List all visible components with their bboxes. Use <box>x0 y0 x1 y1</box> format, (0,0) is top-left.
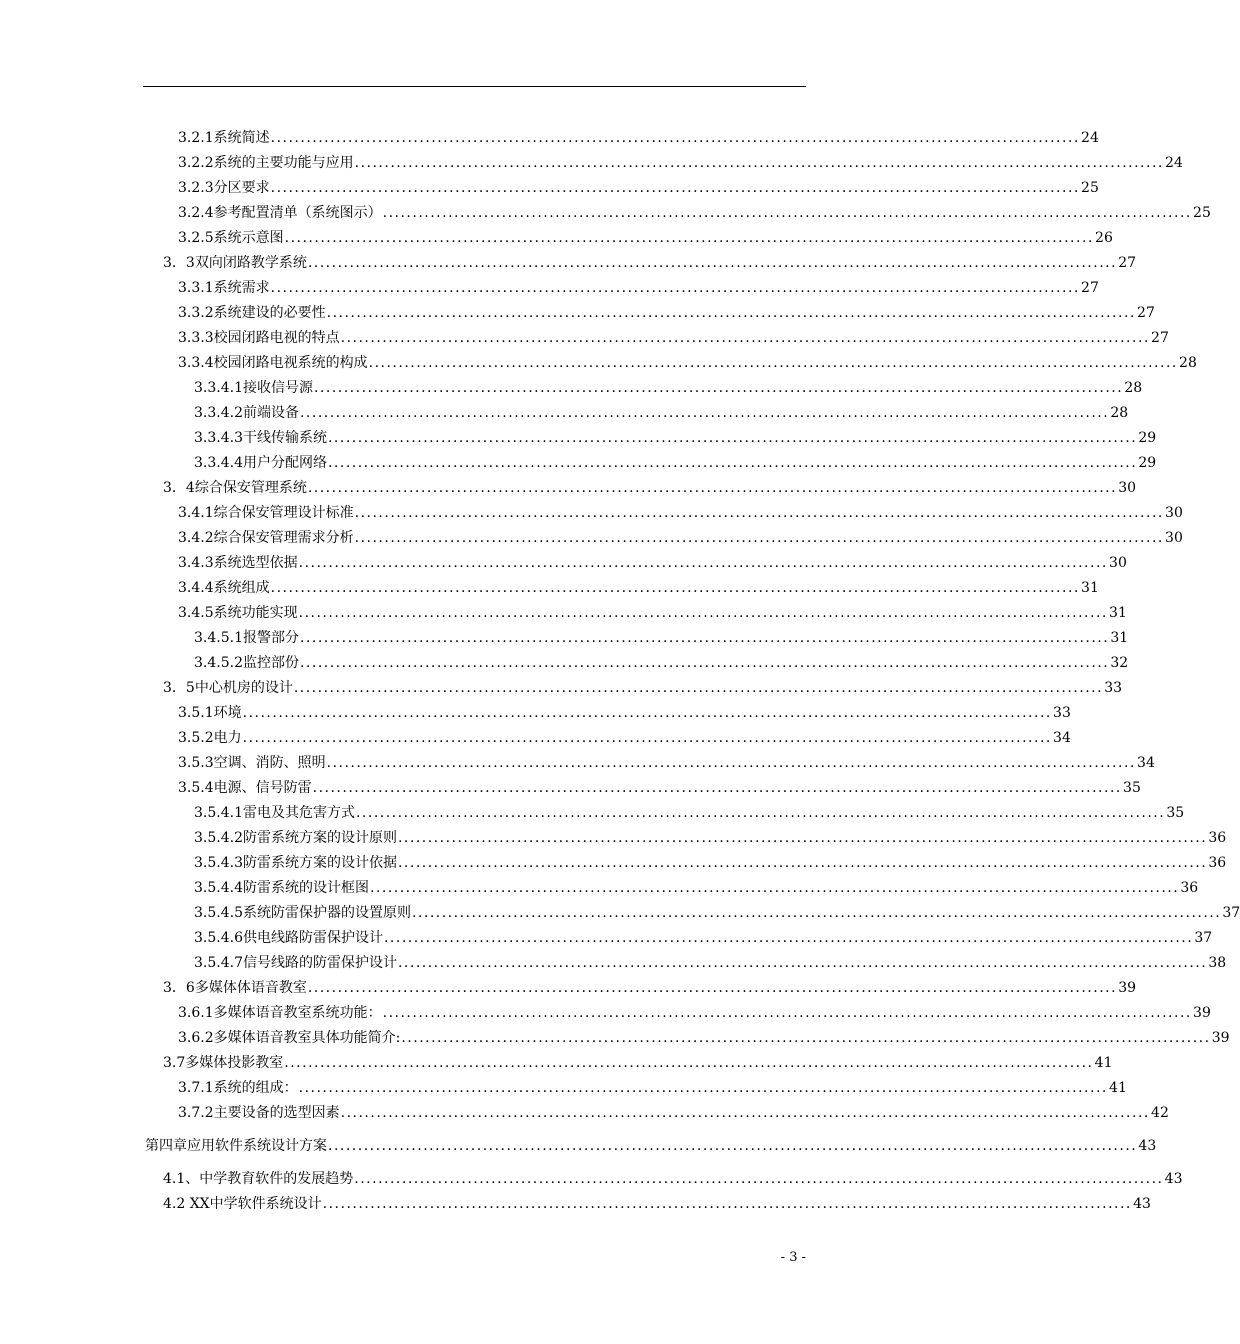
toc-entry-title: 参考配置清单（系统图示） <box>213 205 382 221</box>
toc-entry-page: 32 <box>1110 655 1129 671</box>
toc-entry-title: 雷电及其危害方式 <box>242 805 355 821</box>
toc-leader-dots: ........................................................................................................................................ <box>397 830 1208 846</box>
toc-entry[interactable] <box>194 802 1185 824</box>
toc-leader-dots: ........................................................................................................................................ <box>299 405 1110 421</box>
toc-entry[interactable] <box>178 502 1183 524</box>
toc-chapter-entry[interactable] <box>145 1135 1157 1157</box>
toc-entry-title: 综合保安管理设计标准 <box>213 505 354 521</box>
toc-entry-page: 36 <box>1180 880 1199 896</box>
toc-entry-title: 干线传输系统 <box>242 430 327 446</box>
toc-entry-number: 3.7.2 <box>178 1105 214 1121</box>
toc-entry-title: 校园闭路电视的特点 <box>213 330 340 346</box>
toc-entry-number: 3.5.4 <box>178 780 214 796</box>
toc-entry-number: 3.2.1 <box>178 130 214 146</box>
toc-leader-dots: ........................................................................................................................................ <box>270 130 1080 146</box>
toc-entry[interactable] <box>178 527 1183 549</box>
toc-entry[interactable] <box>178 702 1071 724</box>
toc-entry-title: 综合保安管理系统 <box>194 480 307 496</box>
toc-entry[interactable] <box>163 252 1137 274</box>
toc-entry-number: 3.4.1 <box>178 505 214 521</box>
toc-entry-number: 3.7.1 <box>178 1080 214 1096</box>
toc-entry-page: 26 <box>1095 230 1113 246</box>
toc-entry[interactable] <box>163 477 1137 499</box>
toc-entry-number: 3．6 <box>163 980 195 996</box>
toc-entry-title: 空调、消防、照明 <box>213 755 326 771</box>
toc-entry-page: 36 <box>1208 830 1227 846</box>
toc-entry-title: 校园闭路电视系统的构成 <box>213 355 368 371</box>
toc-entry-number: 3.2.4 <box>178 205 214 221</box>
toc-entry-number: 3.5.1 <box>178 705 214 721</box>
toc-entry-page: 37 <box>1222 905 1240 921</box>
toc-entry-title: 多媒体投影教室 <box>185 1055 284 1071</box>
toc-entry-title: 中学教育软件的发展趋势 <box>199 1171 354 1187</box>
toc-entry[interactable] <box>194 877 1199 899</box>
toc-entry-title: 环境 <box>213 705 242 721</box>
toc-entry[interactable] <box>194 452 1157 474</box>
toc-entry-number: 3．5 <box>163 680 195 696</box>
toc-entry-title: 系统防雷保护器的设置原则 <box>242 905 411 921</box>
toc-leader-dots: ........................................................................................................................................ <box>270 580 1080 596</box>
toc-entry[interactable] <box>178 177 1099 199</box>
toc-entry-title: 供电线路防雷保护设计 <box>242 930 383 946</box>
toc-leader-dots: ........................................................................................................................................ <box>411 905 1222 921</box>
toc-leader-dots: ........................................................................................................................................ <box>313 380 1124 396</box>
toc-leader-dots: ........................................................................................................................................ <box>307 255 1118 271</box>
toc-entry-page: 43 <box>1133 1196 1151 1212</box>
toc-leader-dots: ........................................................................................................................................ <box>328 1138 1138 1154</box>
toc-entry-number: 3.5.4.3 <box>194 855 243 871</box>
toc-entry-page: 29 <box>1138 455 1157 471</box>
toc-entry-page: 28 <box>1124 380 1143 396</box>
toc-entry-page: 35 <box>1166 805 1185 821</box>
toc-entry-page: 33 <box>1053 705 1071 721</box>
toc-entry-page: 28 <box>1179 355 1197 371</box>
toc-entry[interactable] <box>194 927 1213 949</box>
toc-entry-title: 多媒体语音教室具体功能简介: <box>213 1030 401 1046</box>
toc-entry[interactable] <box>178 1077 1127 1099</box>
toc-entry[interactable] <box>178 277 1099 299</box>
toc-entry-title: 防雷系统方案的设计原则 <box>242 830 397 846</box>
toc-entry-number: 3.4.2 <box>178 530 214 546</box>
toc-leader-dots: ........................................................................................................................................ <box>312 780 1122 796</box>
toc-entry-title: 多媒体语音教室系统功能： <box>213 1005 382 1021</box>
toc-entry-number: 3.3.4 <box>178 355 214 371</box>
toc-entry-page: 31 <box>1081 580 1099 596</box>
toc-entry[interactable] <box>194 402 1129 424</box>
toc-entry-number: 3.4.5 <box>178 605 214 621</box>
toc-leader-dots: ........................................................................................................................................ <box>307 980 1118 996</box>
toc-entry[interactable] <box>194 652 1129 674</box>
toc-entry-page: 38 <box>1208 955 1227 971</box>
toc-leader-dots: ........................................................................................................................................ <box>293 680 1104 696</box>
toc-entry-number: 3.4.5.2 <box>194 655 243 671</box>
toc-leader-dots: ........................................................................................................................................ <box>354 530 1164 546</box>
toc-leader-dots: ........................................................................................................................................ <box>326 305 1136 321</box>
toc-entry[interactable] <box>194 852 1227 874</box>
toc-entry-page: 39 <box>1118 980 1137 996</box>
toc-entry[interactable] <box>178 577 1099 599</box>
toc-entry-page: 27 <box>1151 330 1169 346</box>
toc-entry[interactable] <box>178 202 1211 224</box>
toc-entry-title: 用户分配网络 <box>242 455 327 471</box>
toc-entry-title: 信号线路的防雷保护设计 <box>242 955 397 971</box>
toc-entry-number: 3.3.4.3 <box>194 430 243 446</box>
toc-entry[interactable] <box>163 677 1123 699</box>
toc-entry-number: 3.5.2 <box>178 730 214 746</box>
toc-entry-page: 31 <box>1110 630 1129 646</box>
toc-leader-dots: ........................................................................................................................................ <box>270 280 1080 296</box>
toc-entry[interactable] <box>178 127 1099 149</box>
toc-entry-number: 3.7 <box>163 1055 186 1071</box>
toc-entry-title: 系统功能实现 <box>213 605 298 621</box>
toc-entry-number: 3.2.3 <box>178 180 214 196</box>
toc-entry[interactable] <box>178 1102 1169 1124</box>
toc-chapter-title: 应用软件系统设计方案 <box>187 1138 327 1154</box>
toc-leader-dots: ........................................................................................................................................ <box>284 230 1094 246</box>
toc-entry[interactable] <box>178 602 1127 624</box>
toc-entry[interactable] <box>178 152 1183 174</box>
toc-entry-page: 41 <box>1094 1055 1113 1071</box>
toc-entry-number: 4.1、 <box>163 1171 200 1187</box>
toc-entry-page: 39 <box>1211 1030 1230 1046</box>
toc-entry-number: 3.5.4.2 <box>194 830 243 846</box>
toc-entry-page: 34 <box>1053 730 1071 746</box>
toc-entry-page: 25 <box>1193 205 1211 221</box>
toc-entry[interactable] <box>178 227 1113 249</box>
toc-entry-title: 防雷系统的设计框图 <box>242 880 369 896</box>
toc-entry-title: 报警部分 <box>242 630 299 646</box>
toc-entry-page: 24 <box>1165 155 1183 171</box>
toc-leader-dots: ........................................................................................................................................ <box>354 505 1164 521</box>
toc-entry-page: 39 <box>1193 1005 1211 1021</box>
toc-entry-number: 3.5.4.4 <box>194 880 243 896</box>
toc-entry[interactable] <box>178 777 1141 799</box>
toc-leader-dots: ........................................................................................................................................ <box>326 755 1136 771</box>
toc-entry-number: 3.3.4.1 <box>194 380 243 396</box>
toc-entry-page: 28 <box>1110 405 1129 421</box>
toc-entry-title: 综合保安管理需求分析 <box>213 530 354 546</box>
toc-entry-title: 前端设备 <box>242 405 299 421</box>
toc-entry-title: 中心机房的设计 <box>194 680 293 696</box>
toc-entry[interactable] <box>194 827 1227 849</box>
toc-leader-dots: ........................................................................................................................................ <box>307 480 1118 496</box>
toc-entry-title: 接收信号源 <box>242 380 313 396</box>
toc-entry[interactable] <box>163 977 1137 999</box>
toc-leader-dots: ........................................................................................................................................ <box>354 1171 1164 1187</box>
toc-entry-page: 41 <box>1109 1080 1127 1096</box>
toc-entry-number: 3.5.4.5 <box>194 905 243 921</box>
toc-entry-title: 系统需求 <box>213 280 270 296</box>
toc-entry-title: 双向闭路教学系统 <box>194 255 307 271</box>
toc-entry-number: 3.5.4.6 <box>194 930 243 946</box>
toc-leader-dots: ........................................................................................................................................ <box>298 555 1108 571</box>
toc-entry[interactable] <box>194 902 1240 924</box>
toc-entry[interactable] <box>194 427 1157 449</box>
toc-entry-number: 3.2.2 <box>178 155 214 171</box>
toc-entry[interactable] <box>178 552 1127 574</box>
toc-entry-page: 25 <box>1081 180 1099 196</box>
toc-entry-page: 24 <box>1081 130 1099 146</box>
toc-entry-page: 27 <box>1081 280 1099 296</box>
toc-entry-page: 43 <box>1138 1138 1157 1154</box>
toc-leader-dots: ........................................................................................................................................ <box>270 180 1080 196</box>
toc-leader-dots: ........................................................................................................................................ <box>397 855 1208 871</box>
toc-entry-page: 30 <box>1118 480 1137 496</box>
toc-entry-page: 31 <box>1109 605 1127 621</box>
toc-entry-number: 3.3.3 <box>178 330 214 346</box>
toc-entry-title: 电力 <box>213 730 242 746</box>
toc-entry-number: 3.3.2 <box>178 305 214 321</box>
toc-entry-page: 30 <box>1109 555 1127 571</box>
page-number: - 3 - <box>780 1250 806 1265</box>
toc-entry-title: 防雷系统方案的设计依据 <box>242 855 397 871</box>
toc-entry[interactable] <box>178 727 1071 749</box>
toc-entry-number: 3.4.4 <box>178 580 214 596</box>
toc-entry-title: 中学软件系统设计 <box>209 1196 322 1212</box>
toc-leader-dots: ........................................................................................................................................ <box>355 805 1166 821</box>
toc-entry-number: 3.3.4.2 <box>194 405 243 421</box>
toc-entry-number: 3.5.4.1 <box>194 805 243 821</box>
toc-entry-page: 30 <box>1165 505 1183 521</box>
toc-entry-page: 34 <box>1137 755 1155 771</box>
toc-leader-dots: ........................................................................................................................................ <box>401 1030 1211 1046</box>
toc-entry-page: 35 <box>1123 780 1141 796</box>
toc-entry-page: 27 <box>1137 305 1155 321</box>
toc-entry-page: 43 <box>1164 1171 1183 1187</box>
toc-leader-dots: ........................................................................................................................................ <box>298 605 1108 621</box>
toc-entry-number: 3．3 <box>163 255 195 271</box>
toc-leader-dots: ........................................................................................................................................ <box>382 205 1192 221</box>
toc-entry[interactable] <box>178 352 1197 374</box>
toc-leader-dots: ........................................................................................................................................ <box>327 455 1138 471</box>
toc-entry-page: 42 <box>1151 1105 1169 1121</box>
toc-leader-dots: ........................................................................................................................................ <box>327 430 1138 446</box>
toc-entry-number: 3.4.3 <box>178 555 214 571</box>
toc-entry[interactable] <box>163 1052 1113 1074</box>
toc-entry-page: 30 <box>1165 530 1183 546</box>
toc-entry-title: 系统简述 <box>213 130 270 146</box>
toc-leader-dots: ........................................................................................................................................ <box>354 155 1164 171</box>
toc-leader-dots: ........................................................................................................................................ <box>369 880 1180 896</box>
toc-entry[interactable] <box>163 1193 1151 1215</box>
toc-entry[interactable] <box>178 302 1155 324</box>
toc-entry-number: 3.2.5 <box>178 230 214 246</box>
toc-leader-dots: ........................................................................................................................................ <box>298 1080 1108 1096</box>
toc-entry-title: 多媒体体语音教室 <box>194 980 307 996</box>
toc-leader-dots: ........................................................................................................................................ <box>340 330 1150 346</box>
toc-entry-number: 3.5.4.7 <box>194 955 243 971</box>
toc-entry[interactable] <box>178 752 1155 774</box>
toc-entry[interactable] <box>178 1027 1230 1049</box>
toc-leader-dots: ........................................................................................................................................ <box>397 955 1208 971</box>
toc-entry-title: 系统的组成： <box>213 1080 298 1096</box>
toc-entry[interactable] <box>194 377 1143 399</box>
toc-entry-title: 电源、信号防雷 <box>213 780 312 796</box>
toc-entry-title: 系统建设的必要性 <box>213 305 326 321</box>
toc-entry-title: 系统组成 <box>213 580 270 596</box>
toc-leader-dots: ........................................................................................................................................ <box>368 355 1178 371</box>
toc-entry-number: 3.3.4.4 <box>194 455 243 471</box>
toc-entry-number: 3．4 <box>163 480 195 496</box>
toc-entry-title: 系统的主要功能与应用 <box>213 155 354 171</box>
toc-leader-dots: ........................................................................................................................................ <box>242 705 1052 721</box>
toc-entry[interactable] <box>163 1168 1183 1190</box>
toc-entry[interactable] <box>194 627 1129 649</box>
toc-entry-number: 3.5.3 <box>178 755 214 771</box>
toc-leader-dots: ........................................................................................................................................ <box>382 1005 1192 1021</box>
toc-entry-page: 27 <box>1118 255 1137 271</box>
toc-entry-page: 29 <box>1138 430 1157 446</box>
toc-leader-dots: ........................................................................................................................................ <box>299 655 1110 671</box>
toc-entry-title: 系统选型依据 <box>213 555 298 571</box>
toc-entry-number: 3.3.1 <box>178 280 214 296</box>
toc-entry-page: 36 <box>1208 855 1227 871</box>
toc-leader-dots: ........................................................................................................................................ <box>284 1055 1094 1071</box>
toc-chapter-number: 第四章 <box>145 1138 187 1154</box>
toc-entry-title: 分区要求 <box>213 180 270 196</box>
toc-entry-number: 4.2 XX <box>163 1196 210 1212</box>
toc-entry-page: 33 <box>1104 680 1123 696</box>
toc-entry-page: 37 <box>1194 930 1213 946</box>
toc-leader-dots: ........................................................................................................................................ <box>299 630 1110 646</box>
toc-leader-dots: ........................................................................................................................................ <box>242 730 1052 746</box>
toc-entry-number: 3.6.1 <box>178 1005 214 1021</box>
toc-entry-number: 3.6.2 <box>178 1030 214 1046</box>
toc-entry-title: 监控部份 <box>242 655 299 671</box>
toc-entry-number: 3.4.5.1 <box>194 630 243 646</box>
toc-leader-dots: ........................................................................................................................................ <box>340 1105 1150 1121</box>
toc-entry-title: 系统示意图 <box>213 230 284 246</box>
toc-entry-title: 主要设备的选型因素 <box>213 1105 340 1121</box>
toc-entry[interactable] <box>178 327 1169 349</box>
toc-entry[interactable] <box>178 1002 1211 1024</box>
toc-entry[interactable] <box>194 952 1227 974</box>
toc-leader-dots: ........................................................................................................................................ <box>383 930 1194 946</box>
toc-leader-dots: ........................................................................................................................................ <box>322 1196 1132 1212</box>
